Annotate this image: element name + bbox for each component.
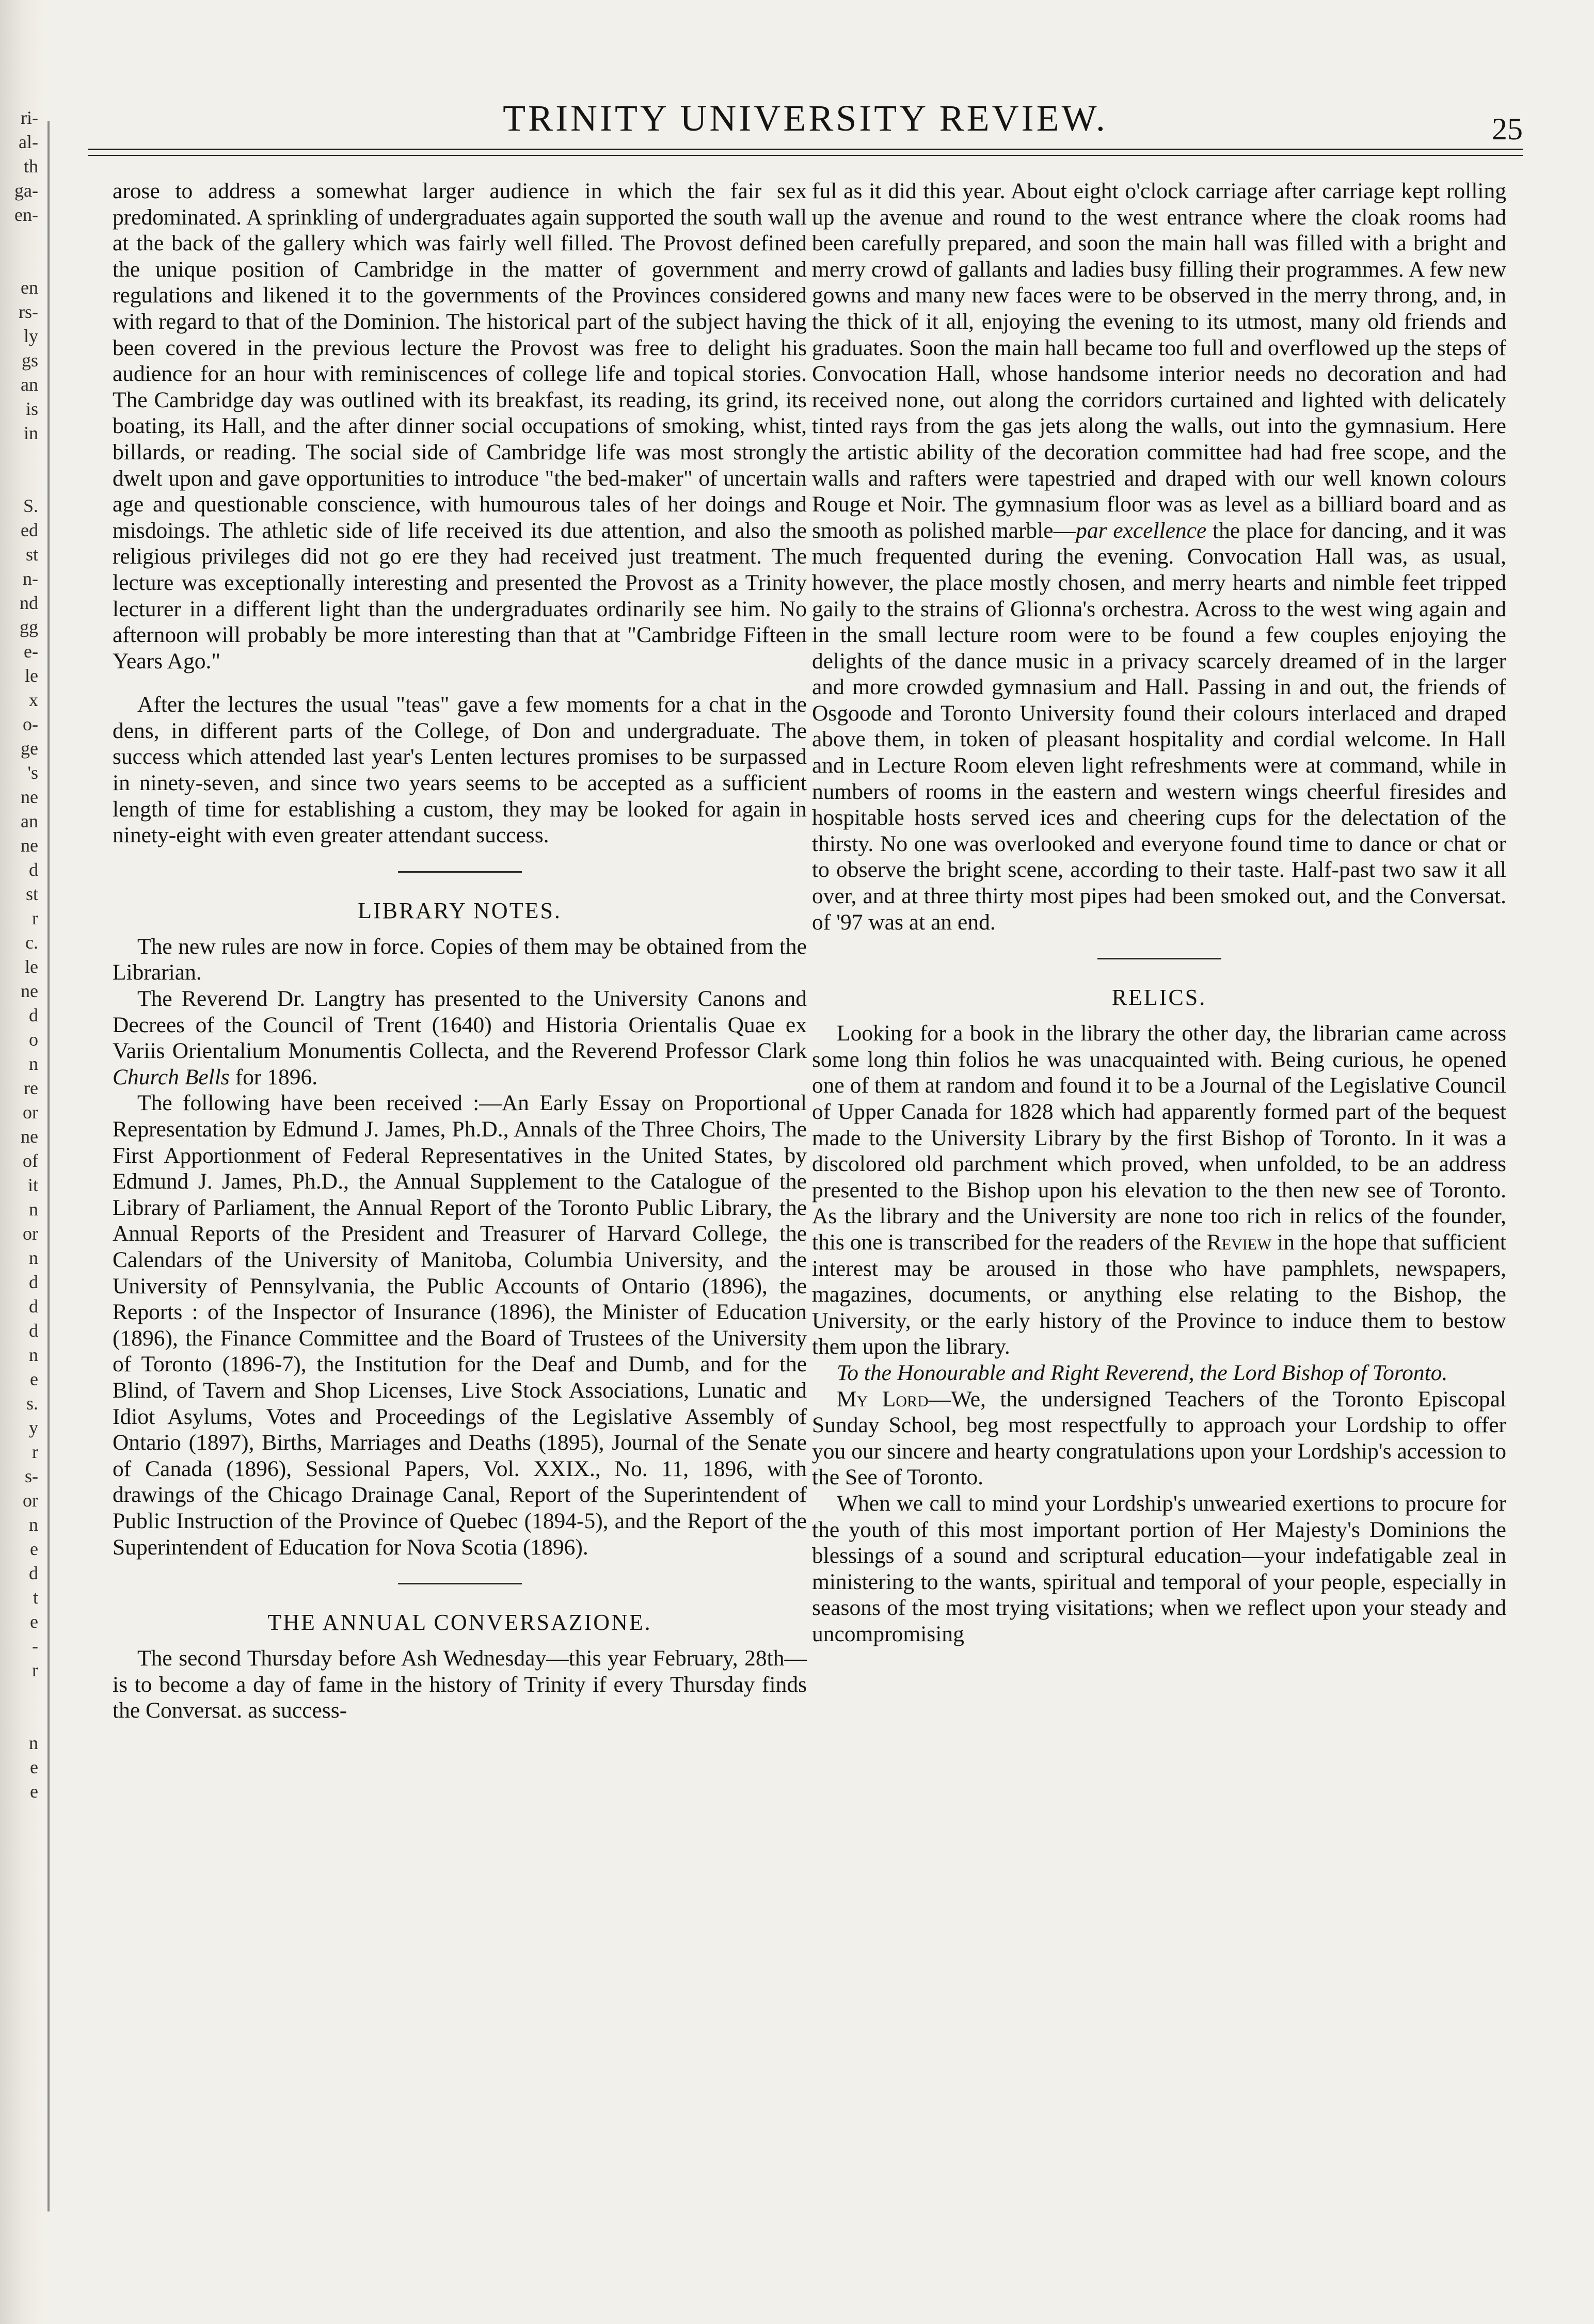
binding-spine-line bbox=[47, 121, 50, 2211]
par-excellence-phrase: par excellence bbox=[1076, 518, 1207, 543]
library-paragraph-1: The new rules are now in force. Copies of them may be obtained from the Librarian. bbox=[113, 934, 807, 985]
conversazione-heading: THE ANNUAL CONVERSAZIONE. bbox=[267, 1610, 652, 1636]
lecture-paragraph: arose to address a somewhat larger audience in which the fair sex predominated. A sprinkling of undergraduates again supported the south wall at the back of the gallery which was fairly well filled. The Provost defined the unique position of Cambridge in the matter of government and regulations and likened it to the governments of the Provinces considered with regard to that of the Dominion. The historical part of the subject having been covered in the previous lecture the Provost was free to delight his audience for an hour with reminiscences of college life and topical stories. The Cambridge day was outlined with its breakfast, its reading, its grind, its boating, its Hall, and the after dinner social occupations of smoking, whist, billards, or reading. The social side of Cambridge life was most strongly dwelt upon and gave opportunities to introduce "the bed-maker" of uncertain age and questionable conscience, with humourous tales of her doings and misdoings. The athletic side of life received its due attention, and also the religious privileges did not go ere they had received just treatment. The lecture was exceptionally interesting and presented the Provost as a Trinity lecturer in a different light than the undergraduates ordinarily see him. No afternoon will probably be more interesting than that at "Cambridge Fifteen Years Ago." bbox=[113, 179, 807, 674]
review-name: Review bbox=[1206, 1229, 1272, 1255]
page-header bbox=[88, 92, 1523, 149]
header-rule-top bbox=[88, 149, 1523, 150]
teas-paragraph: After the lectures the usual "teas" gave a few moments for a chat in the dens, in different parts of the College, of Don and undergraduate. The success which attended last year's Lenten lectures promises to be surpassed in ninety-seven, and since two years seems to be accepted as a sufficient length of time for establishing a custom, they may be looked for again in ninety-eight with even greater attendant success. bbox=[113, 692, 807, 848]
section-divider bbox=[398, 1583, 522, 1584]
section-divider bbox=[398, 871, 522, 873]
journal-title: TRINITY UNIVERSITY REVIEW. bbox=[503, 98, 1108, 139]
left-column bbox=[113, 178, 807, 1724]
right-column bbox=[812, 178, 1506, 1647]
library-paragraph-2: The Reverend Dr. Langtry has presented to the University Canons and Decrees of the Council of Trent (1640) and Historia Orientalis Quae ex Variis Orientalium Monumentis Collecta, and the Reverend Professor Clark Church Bells for 1896. bbox=[113, 986, 807, 1089]
relics-heading: RELICS. bbox=[1111, 985, 1207, 1011]
conversazione-continuation: ful as it did this year. About eight o'clock carriage after carriage kept rolling up the avenue and round to the west entrance where the cloak rooms had been carefully prepared, and soon the main hall was filled with a bright and merry crowd of gallants and ladies busy filling their programmes. A few new gowns and many new faces were to be observed in the merry throng, and, in the thick of it all, enjoying the evening to its utmost, many old friends and graduates. Soon the main hall became too full and overflowed up the steps of Convocation Hall, whose handsome interior needs no decoration and had received none, out along the corridors curtained and lighted with delicately tinted rays from the gas jets along the walls, out into the gymnasium. Here the artistic ability of the decoration committee had had free scope, and the walls and rafters were tapestried and draped with our well known colours Rouge et Noir. The gymnasium floor was as level as a billiard board and as smooth as polished marble—par excellence the place for dancing, and it was much frequented during the evening. Convocation Hall was, as usual, however, the place mostly chosen, and merry hearts and nimble feet tripped gaily to the strains of Glionna's orchestra. Across to the west wing again and in the small lecture room were to be found a few couples enjoying the delights of the dance music in a privacy scarcely dreamed of in the larger and more crowded gymnasium and Hall. Passing in and out, the friends of Osgoode and Toronto University found their colours interlaced and draped above them, in token of pleasant hospitality and cordial welcome. In Hall and in Lecture Room eleven light refreshments were at command, while in numbers of rooms in the eastern and western wings cheerful firesides and hospitable hosts served ices and cheering cups for the delectation of the thirsty. No one was overlooked and everyone found time to dance or chat or to observe the bright scene, according to their taste. Half-past two saw it all over, and at three thirty most pipes had been smoked out, and the Conversat. of '97 was at an end. bbox=[812, 179, 1507, 935]
conversazione-paragraph-1: The second Thursday before Ash Wednesday—this year February, 28th—is to become a day of fame in the history of Trinity if every Thursday finds the Conversat. as success- bbox=[113, 1646, 807, 1723]
church-bells-title: Church Bells bbox=[113, 1064, 230, 1089]
library-paragraph-3: The following have been received :—An Early Essay on Proportional Representation by Edmund J. James, Ph.D., Annals of the Three Choirs, The First Apportionment of Federal Representatives in the United States, by Edmund J. James, Ph.D., the Annual Supplement to the Catalogue of the Library of Parliament, the Annual Report of the Toronto Public Library, the Annual Reports of the President and Treasurer of Harvard College, the Calendars of the University of Manitoba, Columbia University, and the University of Pennsylvania, the Public Accounts of Ontario (1896), the Reports : of the Inspector of Insurance (1896), the Minister of Education (1896), the Finance Committee and the Board of Trustees of the University of Toronto (1896-7), the Institution for the Deaf and Dumb, and for the Blind, of Tavern and Shop Licenses, Live Stock Associations, Lunatic and Idiot Asylums, Votes and Proceedings of the Legislative Assembly of Ontario (1897), Births, Marriages and Deaths (1895), Journal of the Senate of Canada (1896), Sessional Papers, Vol. XXIX., No. 11, 1896, with drawings of the Chicago Drainage Canal, Report of the Superintendent of Public Instruction of the Province of Quebec (1894-5), and the Report of the Superintendent of Education for Nova Scotia (1896). bbox=[113, 1091, 807, 1560]
header-rule-bottom bbox=[88, 155, 1523, 156]
address-paragraph-2: When we call to mind your Lordship's unwearied exertions to procure for the youth of this most important portion of Her Majesty's Dominions the blessings of a sound and scriptural education—your indefatigable zeal in ministering to the wants, spiritual and temporal of your people, especially in seasons of the most trying visitations; when we reflect upon your steady and uncompromising bbox=[812, 1490, 1506, 1646]
section-divider bbox=[1097, 958, 1221, 959]
page-number: 25 bbox=[1492, 112, 1523, 146]
relics-paragraph-1: Looking for a book in the library the other day, the librarian came across some long thin folios he was unacquainted with. Being curious, he opened one of them at random and found it to be a Journal of the Legislative Council of Upper Canada for 1828 which had apparently formed part of the bequest made to the University Library by the first Bishop of Toronto. In it was a discolored old parchment which proved, when unfolded, to be an address presented to the Bishop upon his elevation to the then new see of Toronto. As the library and the University are none too rich in relics of the founder, this one is transcribed for the readers of the Review in the hope that sufficient interest may be aroused in those who have pamphlets, newspapers, magazines, documents, or anything else relating to the Bishop, the University, or the early history of the Province to induce them to bestow them upon the library. bbox=[812, 1021, 1506, 1359]
my-lord-opening: My Lord bbox=[837, 1386, 929, 1412]
address-paragraph-1: My Lord—We, the undersigned Teachers of the Toronto Episcopal Sunday School, beg most respectfully to approach your Lordship to offer you our sincere and hearty congratulations upon your Lordship's accession to the See of Toronto. bbox=[812, 1386, 1506, 1490]
library-notes-heading: LIBRARY NOTES. bbox=[358, 897, 562, 923]
facing-page-margin-fragments: ri- al- th ga- en- en rs- ly gs an is in S. ed st n- nd gg e- le x o- ge 's ne an ne d st r c. le ne d o n re or ne of it n or n d d d n e s. y r s- or n e d t e - r n e e bbox=[14, 107, 38, 1802]
address-salutation: To the Honourable and Right Reverend, the Lord Bishop of Toronto. bbox=[837, 1360, 1448, 1385]
